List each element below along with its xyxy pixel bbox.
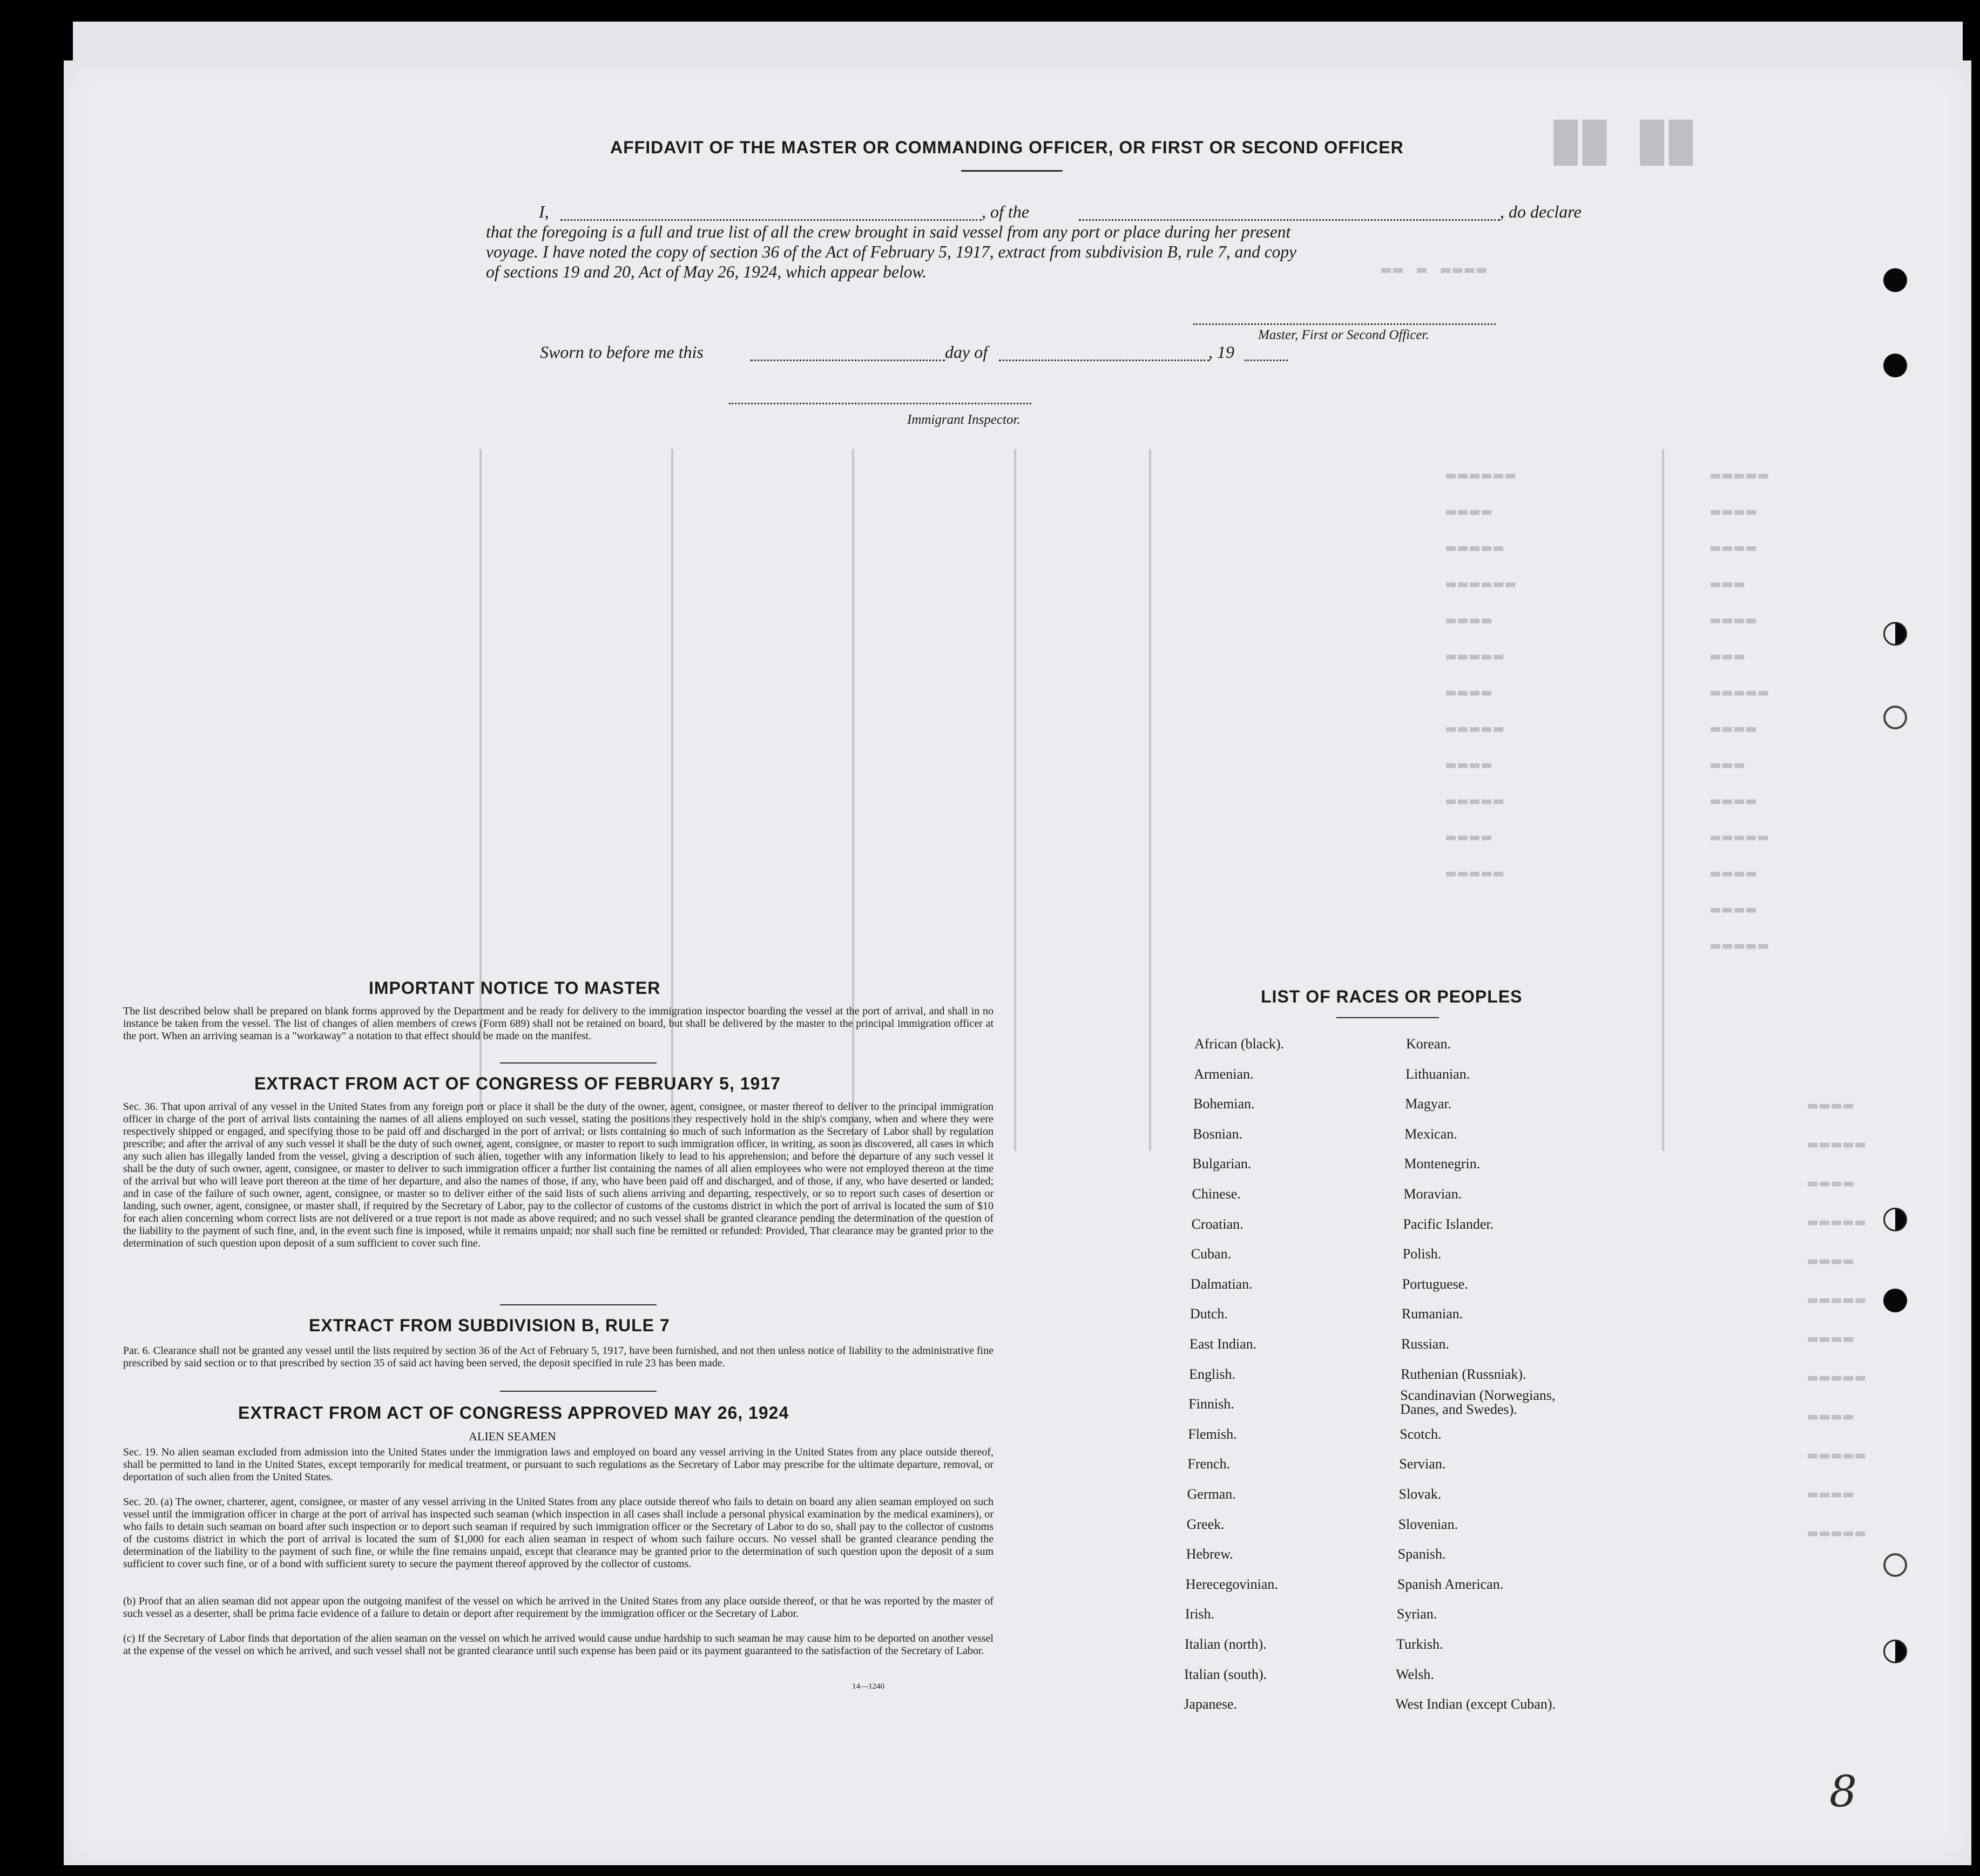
- punch-hole: [1883, 1553, 1907, 1577]
- race-item: Magyar.: [1405, 1096, 1452, 1112]
- race-item: Italian (south).: [1184, 1666, 1267, 1682]
- notice-body: The list described below shall be prepared on blank forms approved by the Department and be ready for delivery to the immigration inspector boarding the vessel at the port of arrival, and shall in no instance be taken from the vessel. The list of changes of alien members of crews (Form 689) shall not be retained on board, but shall be delivered by the master to the principal immigration officer at the port. When an arriving seaman is a "workaway" a notation to that effect should be made on the manifest.: [123, 1005, 994, 1042]
- race-item: Servian.: [1399, 1456, 1446, 1472]
- race-item: Mexican.: [1404, 1126, 1457, 1142]
- punch-hole: [1883, 706, 1907, 729]
- race-item: Rumanian.: [1401, 1306, 1463, 1322]
- race-item: Ruthenian (Russniak).: [1401, 1366, 1526, 1382]
- extract-1917-rule: [500, 1304, 657, 1305]
- race-item: Dutch.: [1190, 1306, 1228, 1322]
- punch-hole: [1883, 1289, 1907, 1312]
- affidavit-title-rule: [961, 170, 1063, 172]
- race-item: Scotch.: [1400, 1426, 1442, 1442]
- affidavit-line-2: voyage. I have noted the copy of section 36 of the Act of February 5, 1917, extract from subdivision B, rule 7, and copy: [486, 242, 1297, 261]
- extract-1924-sec20a: Sec. 20. (a) The owner, charterer, agent, consignee, or master of any vessel arriving in the United States from any place outside thereof who fails to detain on board any alien seaman employed on such vessel until the immigration officer in charge at the port of arrival has inspected such seaman (which inspection in all cases shall include a personal physical examination by the medical examiners), or who fails to detain such seaman on board after such inspection or to deport such seaman if required by such immigration officer or the Secretary of Labor to do so, shall pay to the collector of customs of the customs district in which the port of arrival is located the sum of $1,000 for each alien seaman in respect of whom such failure occurs. No vessel shall be granted clearance pending the determination of the liability to the payment of such fine, or while the fine remains unpaid, except that clearance may be granted prior to the determination of such question upon the deposit of a sum sufficient to cover such fine, or of a bond with sufficient surety to secure the payment thereof approved by the collector of customs.: [123, 1496, 994, 1570]
- punch-hole: [1883, 622, 1907, 646]
- extract-rule7-rule: [500, 1391, 657, 1392]
- race-item: Bulgarian.: [1192, 1156, 1252, 1172]
- race-item: Greek.: [1186, 1516, 1225, 1532]
- race-item: Syrian.: [1396, 1606, 1437, 1622]
- race-item: Scandinavian (Norwegians, Danes, and Swedes).: [1400, 1387, 1556, 1418]
- extract-1924-subtitle: ALIEN SEAMEN: [469, 1430, 556, 1443]
- master-signature-caption: Master, First or Second Officer.: [1258, 328, 1429, 342]
- races-title: LIST OF RACES OR PEOPLES: [1261, 987, 1523, 1006]
- race-item: Croatian.: [1191, 1216, 1244, 1232]
- bleed-through-column: [1662, 449, 1664, 1151]
- manifest-back-page: [64, 60, 1971, 1865]
- extract-1917-body: Sec. 36. That upon arrival of any vessel in the United States from any foreign port or place it shall be the duty of the owner, agent, consignee, or master thereof to deliver to the principal immigration officer in charge of the port of arrival lists containing the names of all aliens employed on such vessel, stating the positions they respectively hold in the ship's company, when and where they were respectively shipped or engaged, and specifying those to be paid off and discharged in the port of arrival; or lists containing so much of such information as the Secretary of Labor shall by regulation prescribe; and after the arrival of any such vessel it shall be the duty of such owner, agent, consignee, or master to report to such immigration officer, in writing, as soon as discovered, all cases in which any such alien has illegally landed from the vessel, giving a description of such alien, together with any information likely to lead to his apprehension; and before the departure of any such vessel it shall be the duty of such owner, agent, consignee, or master to deliver to such immigration officer a further list containing the names of all alien employees who were not employed thereon at the time of the arrival but who will leave port thereon at the time of her departure, and also the names of those, if any, who have been paid off and discharged, and of those, if any, who have deserted or landed; and in case of the failure of such owner, agent, consignee, or master so to deliver either of the said lists of such aliens arriving and departing, respectively, or so to report such cases of desertion or landing, such owner, agent, consignee, or master shall, if required by the Secretary of Labor, pay to the collector of customs of the customs district in which the port of arrival is located the sum of $10 for each alien concerning whom correct lists are not delivered or a true report is not made as above required; and no such vessel shall be granted clearance pending the determination of the question of the liability to the payment of such fine, and, in the event such fine is imposed, while it remains unpaid; nor shall such fine be remitted or refunded: Provided, That clearance may be granted prior to the determination of such question upon deposit of a sum sufficient to cover such fine.: [123, 1101, 994, 1249]
- race-item: Slovak.: [1398, 1486, 1442, 1502]
- races-title-rule: [1336, 1017, 1439, 1018]
- race-item: Flemish.: [1188, 1426, 1237, 1442]
- bleed-through-names: ▬▬▬▬▬▬ ▬▬▬▬ ▬▬▬▬▬ ▬▬▬▬▬▬ ▬▬▬▬ ▬▬▬▬▬ ▬▬▬▬ ▬▬▬▬▬ ▬▬▬▬ ▬▬▬▬▬ ▬▬▬▬ ▬▬▬▬▬: [1446, 466, 1518, 883]
- sworn-year-line: [1245, 360, 1288, 361]
- affidavit-vessel-line: [1079, 219, 1500, 221]
- race-item: Portuguese.: [1402, 1276, 1468, 1292]
- bleed-through-names: ▬▬▬▬ ▬▬▬▬▬ ▬▬▬▬ ▬▬▬▬▬ ▬▬▬▬ ▬▬▬▬▬ ▬▬▬▬ ▬▬▬▬▬ ▬▬▬▬ ▬▬▬▬▬ ▬▬▬▬ ▬▬▬▬▬: [1808, 1096, 1868, 1542]
- extract-1917-title: EXTRACT FROM ACT OF CONGRESS OF FEBRUARY 5, 1917: [254, 1074, 781, 1093]
- race-item: Chinese.: [1192, 1186, 1241, 1202]
- race-item: Slovenian.: [1398, 1516, 1458, 1532]
- punch-hole: [1883, 1640, 1907, 1663]
- extract-rule7-body: Par. 6. Clearance shall not be granted any vessel until the lists required by section 36 of the Act of February 5, 1917, have been furnished, and not then unless notice of liability to the administrative fine prescribed by said section or to that prescribed by section 35 of said act having been served, the deposit specified in rule 23 has been made.: [123, 1345, 994, 1369]
- master-signature-line: [1193, 323, 1496, 325]
- race-item: Spanish.: [1397, 1546, 1446, 1562]
- inspector-signature-caption: Immigrant Inspector.: [907, 412, 1021, 427]
- form-number: 14—1240: [852, 1682, 884, 1691]
- affidavit-declare-label: , do declare: [1500, 202, 1582, 221]
- race-item: French.: [1187, 1456, 1231, 1472]
- bleed-through-column: [479, 449, 482, 1162]
- race-item: Hebrew.: [1186, 1546, 1233, 1562]
- race-item: Irish.: [1185, 1606, 1215, 1622]
- affidavit-of-the-label: , of the: [982, 202, 1029, 221]
- race-item: Bosnian.: [1193, 1126, 1243, 1142]
- bleed-through-text: ▬▬ ▬ ▬▬▬▬: [1381, 260, 1489, 279]
- race-item: Welsh.: [1396, 1666, 1434, 1682]
- race-item: East Indian.: [1190, 1336, 1257, 1352]
- bleed-through-column: [1149, 449, 1151, 1151]
- race-item: Polish.: [1402, 1246, 1442, 1262]
- race-item: Turkish.: [1396, 1636, 1443, 1652]
- extract-1924-sec19: Sec. 19. No alien seaman excluded from admission into the United States under the immigration laws and employed on board any vessel arriving in the United States from any place outside thereof, shall be permitted to land in the United States, except temporarily for medical treatment, or pursuant to such regulations as the Secretary of Labor may prescribe for the ultimate departure, removal, or deportation of such alien from the United States.: [123, 1446, 994, 1483]
- race-item: Lithuanian.: [1405, 1066, 1470, 1082]
- race-item: German.: [1187, 1486, 1236, 1502]
- punch-hole: [1883, 268, 1907, 292]
- sworn-month-line: [999, 360, 1209, 361]
- race-item: Moravian.: [1403, 1186, 1462, 1202]
- sworn-label: Sworn to before me this: [540, 342, 704, 362]
- race-item: Montenegrin.: [1404, 1156, 1481, 1172]
- race-item: Cuban.: [1191, 1246, 1232, 1262]
- bleed-through-column: [1014, 449, 1016, 1151]
- bleed-through-names: ▬▬▬▬▬ ▬▬▬▬ ▬▬▬▬ ▬▬▬ ▬▬▬▬ ▬▬▬ ▬▬▬▬▬ ▬▬▬▬ ▬▬▬ ▬▬▬▬ ▬▬▬▬▬ ▬▬▬▬ ▬▬▬▬ ▬▬▬▬▬: [1711, 466, 1770, 955]
- bleed-through-heading: ██ ██: [1554, 120, 1698, 165]
- race-item: Korean.: [1406, 1036, 1451, 1052]
- race-item: Japanese.: [1184, 1696, 1238, 1712]
- affidavit-line-3: of sections 19 and 20, Act of May 26, 1924, which appear below.: [486, 262, 927, 281]
- race-item: Bohemian.: [1193, 1096, 1255, 1112]
- race-item: Spanish American.: [1397, 1576, 1504, 1592]
- margin-mark: 8: [1829, 1766, 1857, 1817]
- affidavit-line-1: that the foregoing is a full and true list of all the crew brought in said vessel from any port or place during her present: [486, 222, 1291, 241]
- year-label: , 19: [1208, 342, 1234, 362]
- race-item: English.: [1189, 1366, 1236, 1382]
- sworn-day-line: [751, 360, 945, 361]
- affidavit-i-label: I,: [539, 202, 549, 221]
- bleed-through-column: [852, 449, 854, 1162]
- race-item: Herecegovinian.: [1185, 1576, 1278, 1592]
- inspector-signature-line: [729, 403, 1031, 404]
- punch-hole: [1883, 354, 1907, 377]
- race-item: Pacific Islander.: [1403, 1216, 1494, 1232]
- race-item: Italian (north).: [1185, 1636, 1267, 1652]
- race-item: Dalmatian.: [1190, 1276, 1253, 1292]
- race-item: West Indian (except Cuban).: [1395, 1696, 1556, 1712]
- bleed-through-column: [671, 449, 673, 1151]
- extract-1924-title: EXTRACT FROM ACT OF CONGRESS APPROVED MAY 26, 1924: [238, 1403, 789, 1423]
- day-of-label: day of: [945, 342, 988, 362]
- extract-rule7-title: EXTRACT FROM SUBDIVISION B, RULE 7: [309, 1316, 670, 1335]
- punch-hole: [1883, 1208, 1907, 1231]
- notice-rule: [500, 1062, 657, 1064]
- affidavit-name-line: [560, 219, 982, 221]
- notice-title: IMPORTANT NOTICE TO MASTER: [369, 978, 661, 998]
- race-item: Russian.: [1401, 1336, 1449, 1352]
- race-item: Finnish.: [1188, 1396, 1234, 1412]
- affidavit-title: AFFIDAVIT OF THE MASTER OR COMMANDING OFFICER, OR FIRST OR SECOND OFFICER: [610, 138, 1404, 157]
- race-item: African (black).: [1194, 1036, 1285, 1052]
- extract-1924-sec20c: (c) If the Secretary of Labor finds that deportation of the alien seaman on the vessel on which he arrived would cause undue hardship to such seaman he may cause him to be deported on another vessel at the expense of the vessel on which he arrived, and such vessel shall not be granted clearance until such expense has been paid or its payment guaranteed to the satisfaction of the Secretary of Labor.: [123, 1633, 994, 1657]
- extract-1924-sec20b: (b) Proof that an alien seaman did not appear upon the outgoing manifest of the vessel on which he arrived in the United States from any place outside thereof, or that he was reported by the master of such vessel as a deserter, shall be prima facie evidence of a failure to detain or deport after requirement by the immigration officer or the Secretary of Labor.: [123, 1595, 994, 1620]
- race-item: Armenian.: [1194, 1066, 1254, 1082]
